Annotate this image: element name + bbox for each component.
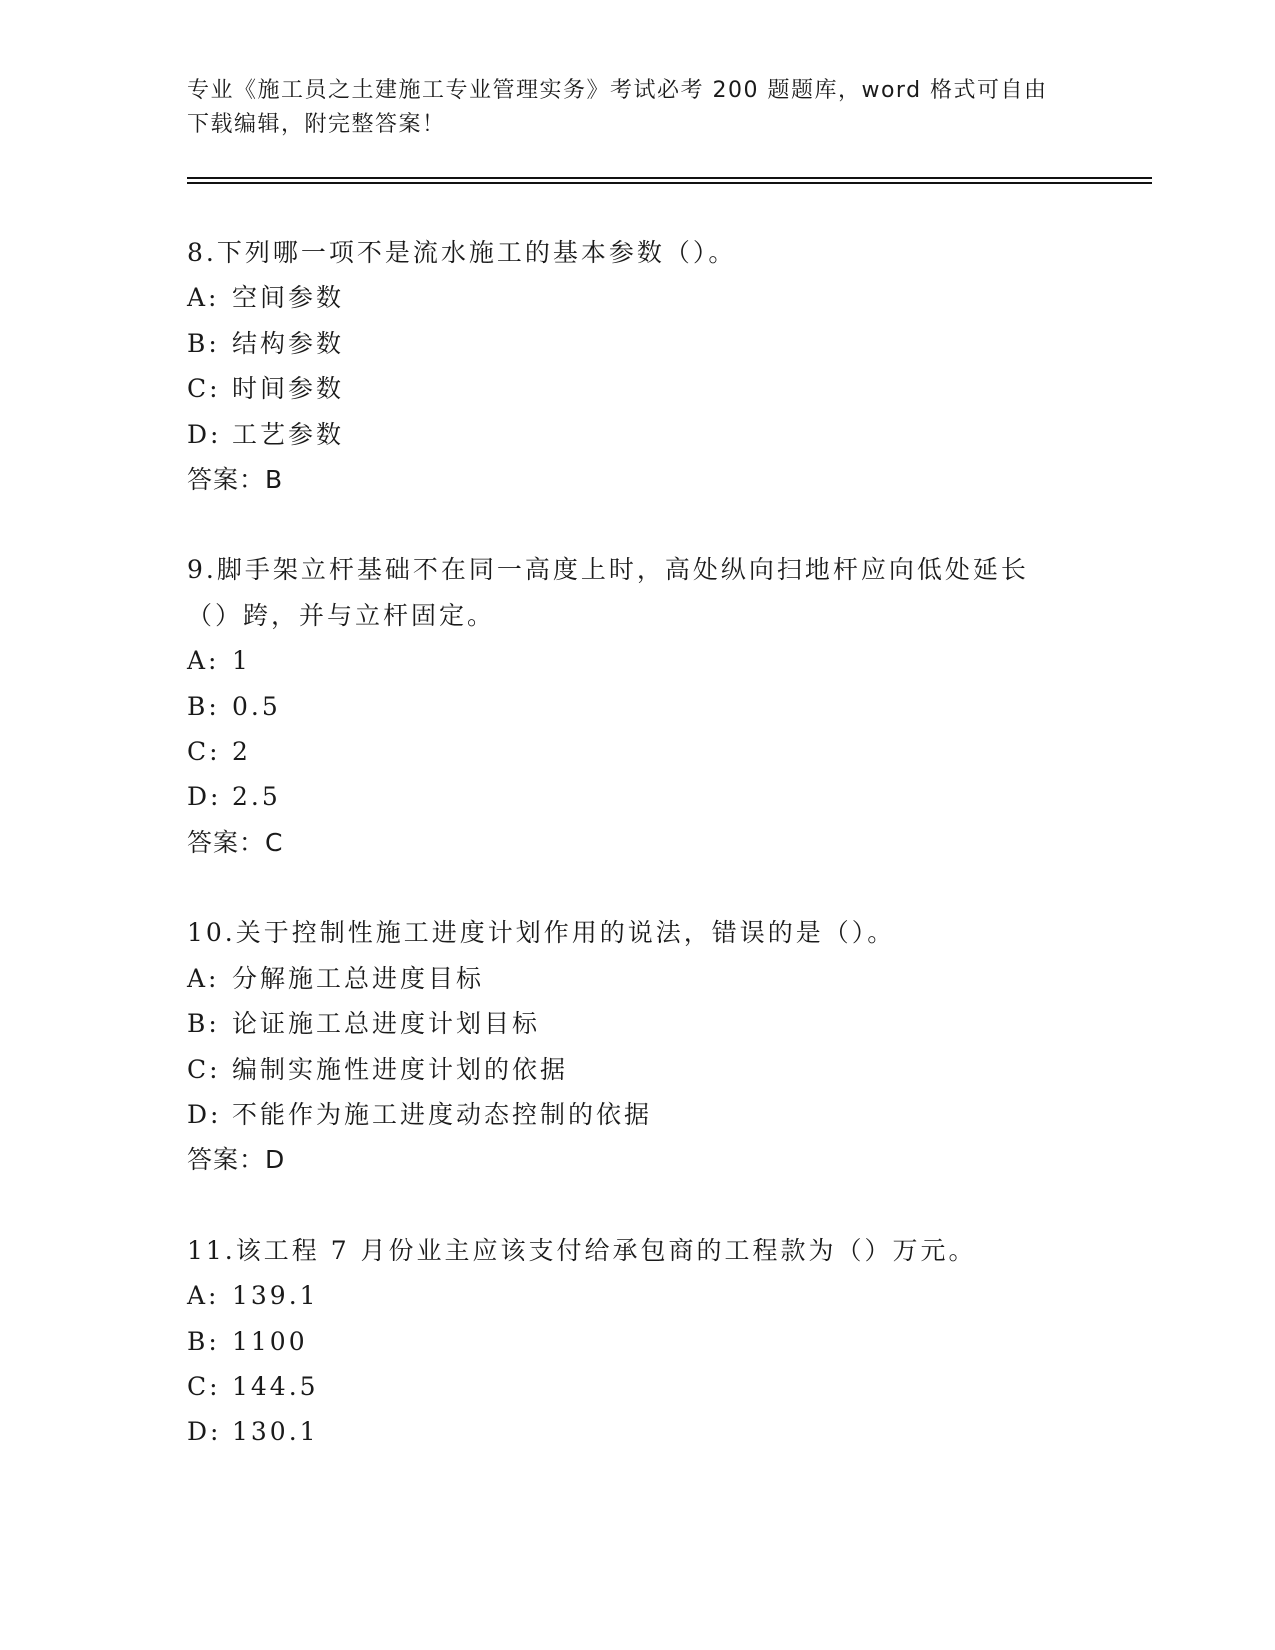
option-label: B:: [187, 328, 220, 358]
option-text: 0.5: [232, 691, 281, 721]
option-label: A:: [187, 963, 220, 993]
question-9: [187, 547, 1087, 865]
question-11: [187, 1228, 1087, 1455]
option-b: [187, 1001, 1087, 1046]
option-b: [187, 321, 1087, 366]
option-label: A:: [187, 283, 220, 313]
option-text: 1100: [232, 1326, 308, 1356]
option-text: 1: [232, 646, 251, 676]
question-stem-continued: （）跨，并与立杆固定。: [187, 600, 496, 630]
question-stem: 9.脚手架立杆基础不在同一高度上时，高处纵向扫地杆应向低处延长: [187, 555, 1029, 585]
option-c: [187, 729, 1087, 774]
option-c: [187, 366, 1087, 411]
option-text: 结构参数: [232, 328, 345, 358]
option-text: 编制实施性进度计划的依据: [232, 1054, 569, 1084]
option-text: 130.1: [232, 1417, 319, 1447]
option-c: [187, 1047, 1087, 1092]
answer-line: 答案：C: [187, 827, 284, 857]
option-label: D:: [187, 419, 222, 449]
option-a: [187, 275, 1087, 320]
answer-line: 答案：B: [187, 465, 284, 495]
option-text: 139.1: [232, 1281, 319, 1311]
option-label: B:: [187, 1326, 220, 1356]
option-b: [187, 1319, 1087, 1364]
option-label: D:: [187, 1099, 222, 1129]
option-text: 时间参数: [232, 374, 345, 404]
option-label: A:: [187, 1281, 220, 1311]
option-a: [187, 956, 1087, 1001]
option-label: C:: [187, 737, 221, 767]
header-line-1: 专业《施工员之土建施工专业管理实务》考试必考 200 题题库，word 格式可自由: [187, 78, 1048, 103]
option-d: [187, 1092, 1087, 1137]
header-rule-bottom: [187, 182, 1152, 184]
question-8: [187, 230, 1087, 502]
option-d: [187, 774, 1087, 819]
option-a: [187, 638, 1087, 683]
question-stem: 11.该工程 7 月份业主应该支付给承包商的工程款为（）万元。: [187, 1235, 977, 1265]
option-text: 2.5: [232, 782, 281, 812]
document-header: [187, 74, 1087, 142]
option-label: C:: [187, 1054, 221, 1084]
option-d: [187, 1409, 1087, 1454]
option-text: 分解施工总进度目标: [232, 963, 485, 993]
option-label: B:: [187, 691, 220, 721]
question-list: [187, 230, 1087, 1500]
option-c: [187, 1364, 1087, 1409]
option-label: C:: [187, 374, 221, 404]
option-text: 不能作为施工进度动态控制的依据: [232, 1099, 653, 1129]
option-text: 工艺参数: [232, 419, 345, 449]
option-label: C:: [187, 1371, 221, 1401]
option-text: 144.5: [232, 1371, 319, 1401]
option-b: [187, 684, 1087, 729]
question-stem: 8.下列哪一项不是流水施工的基本参数（）。: [187, 238, 737, 267]
option-label: B:: [187, 1009, 220, 1039]
option-label: A:: [187, 646, 220, 676]
header-rule-top: [187, 177, 1152, 179]
option-label: D:: [187, 782, 222, 812]
option-a: [187, 1273, 1087, 1318]
question-10: [187, 910, 1087, 1182]
option-text: 空间参数: [232, 283, 345, 313]
option-d: [187, 412, 1087, 457]
option-text: 论证施工总进度计划目标: [232, 1009, 541, 1039]
header-line-2: 下载编辑，附完整答案！: [187, 112, 446, 137]
option-text: 2: [232, 737, 251, 767]
option-label: D:: [187, 1417, 222, 1447]
answer-line: 答案：D: [187, 1145, 286, 1175]
question-stem: 10.关于控制性施工进度计划作用的说法，错误的是（）。: [187, 918, 896, 948]
